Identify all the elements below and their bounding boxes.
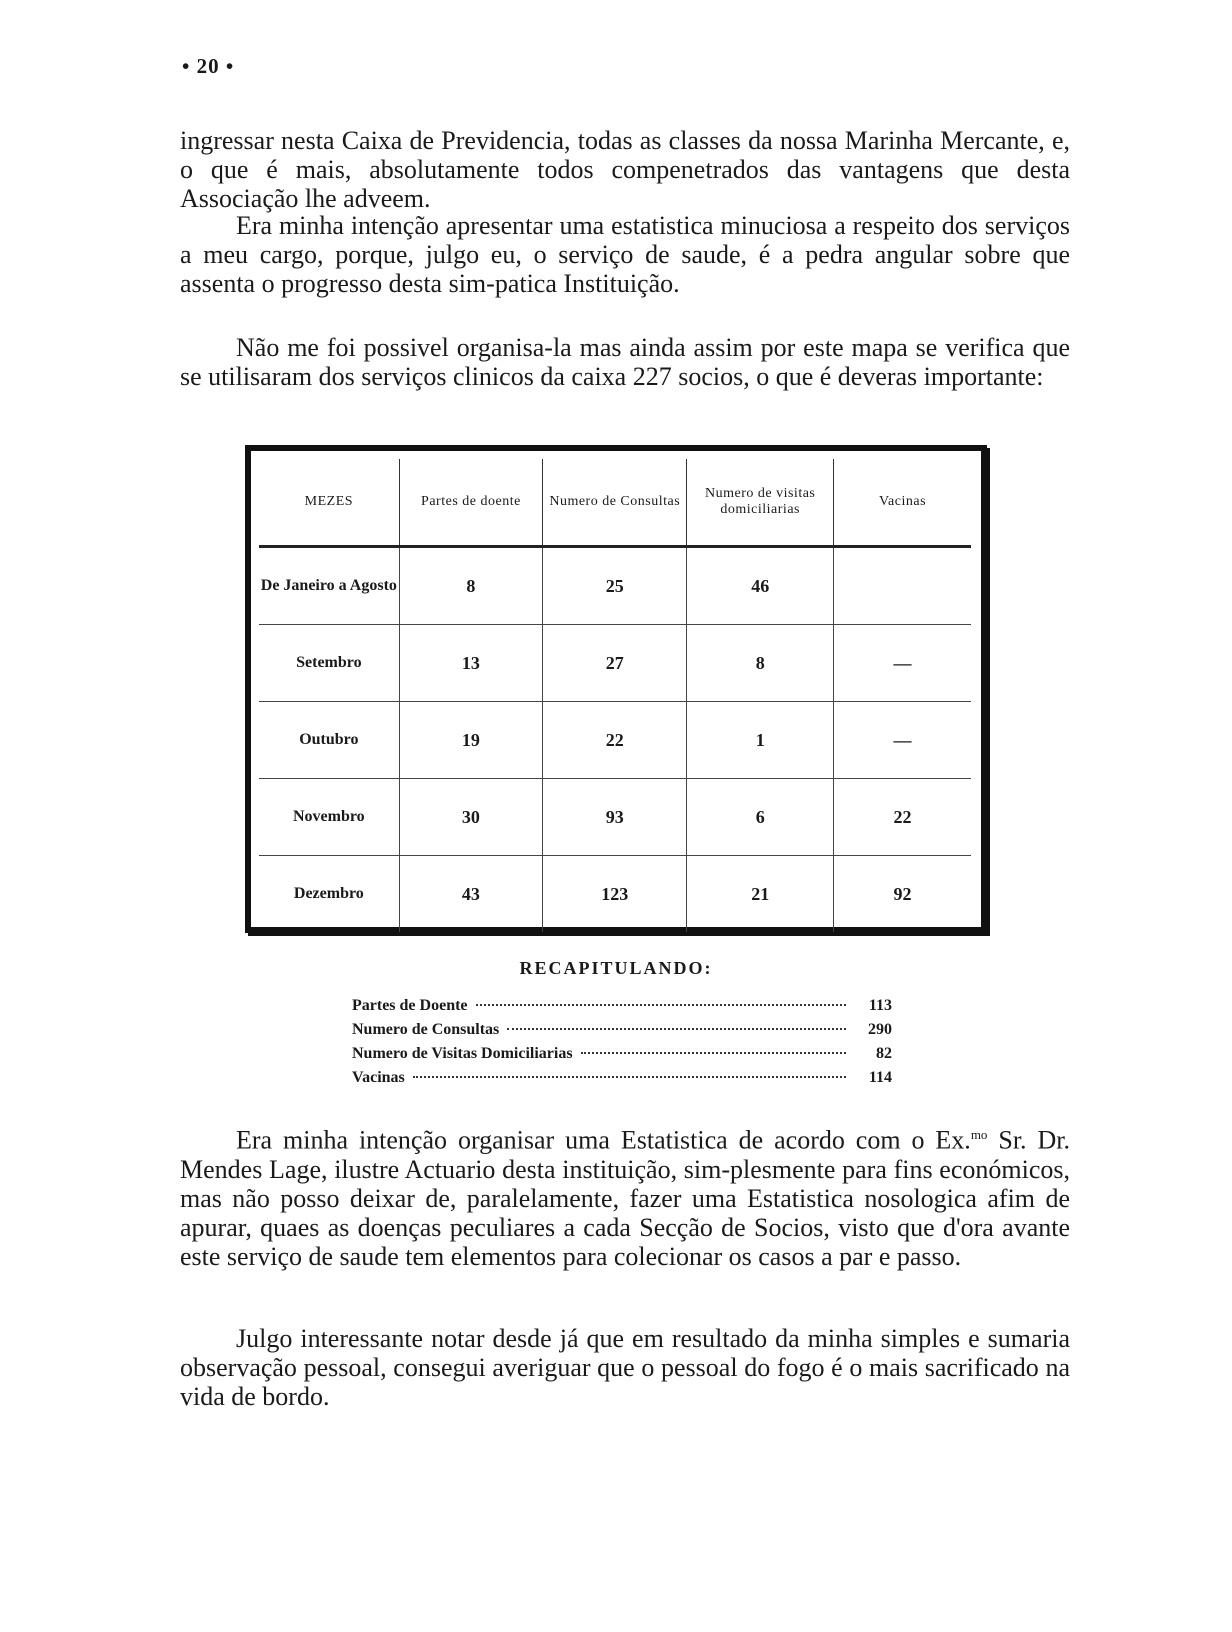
cell-partes: 43 — [399, 856, 542, 933]
cell-vacinas: — — [834, 702, 971, 779]
cell-consultas: 123 — [543, 856, 687, 933]
recap-item — [352, 1066, 892, 1090]
cell-vacinas — [834, 547, 971, 625]
cell-visitas: 21 — [687, 856, 834, 933]
header-vacinas: Vacinas — [834, 459, 971, 547]
cell-visitas: 46 — [687, 547, 834, 625]
table-row — [259, 856, 971, 933]
recap-item-value: 113 — [868, 997, 892, 1014]
recap-item-value: 114 — [868, 1069, 892, 1086]
recap-item-value: 82 — [876, 1045, 892, 1062]
cell-vacinas: 22 — [834, 779, 971, 856]
cell-partes: 13 — [399, 625, 542, 702]
header-partes-de-doente: Partes de doente — [399, 459, 542, 547]
cell-partes: 30 — [399, 779, 542, 856]
table-header-row — [259, 459, 971, 547]
cell-partes: 8 — [399, 547, 542, 625]
cell-month: Setembro — [259, 625, 399, 702]
statistics-table-frame — [245, 445, 987, 933]
recap-title: RECAPITULANDO: — [519, 958, 713, 978]
superscript-mo: mo — [970, 1127, 988, 1142]
dot-leader — [581, 1052, 846, 1054]
dot-leader — [507, 1028, 846, 1030]
recap-item-label: Vacinas — [352, 1069, 405, 1086]
paragraph-1: ingressar nesta Caixa de Previdencia, todas as classes da nossa Marinha Mercante, e, o que é mais, absolutamente todos compenetrados das vantagens que desta Associação lhe adveem. — [180, 126, 1070, 213]
paragraph-2: Era minha intenção apresentar uma estatistica minuciosa a respeito dos serviços a meu cargo, porque, julgo eu, o serviço de saude, é a pedra angular sobre que assenta o progresso desta sim-patica Instituição. — [180, 211, 1070, 298]
cell-visitas: 1 — [687, 702, 834, 779]
recap-item-label: Numero de Consultas — [352, 1021, 500, 1038]
paragraph-5: Julgo interessante notar desde já que em resultado da minha simples e sumaria observação pessoal, consegui averiguar que o pessoal do fogo é o mais sacrificado na vida de bordo. — [180, 1324, 1070, 1411]
table-row — [259, 702, 971, 779]
table-row — [259, 547, 971, 625]
cell-consultas: 25 — [543, 547, 687, 625]
page-number: • 20 • — [182, 54, 235, 78]
recap-item — [352, 994, 892, 1018]
cell-partes: 19 — [399, 702, 542, 779]
paragraph-4-start: Era minha intenção organisar uma Estatistica de acordo com o Ex. — [236, 1125, 971, 1155]
cell-consultas: 22 — [543, 702, 687, 779]
cell-month: Novembro — [259, 779, 399, 856]
statistics-table — [259, 459, 971, 932]
cell-month: De Janeiro a Agosto — [259, 547, 399, 625]
recap-item — [352, 1018, 892, 1042]
recap-list — [352, 994, 892, 1090]
paragraph-3: Não me foi possivel organisa-la mas ainda assim por este mapa se verifica que se utilisaram dos serviços clinicos da caixa 227 socios, o que é deveras importante: — [180, 333, 1070, 391]
cell-month: Outubro — [259, 702, 399, 779]
table-row — [259, 625, 971, 702]
dot-leader — [413, 1076, 846, 1078]
cell-month: Dezembro — [259, 856, 399, 933]
cell-consultas: 93 — [543, 779, 687, 856]
cell-visitas: 6 — [687, 779, 834, 856]
paragraph-4 — [180, 1120, 1070, 1271]
recap-item-label: Partes de Doente — [352, 997, 468, 1014]
table-row — [259, 779, 971, 856]
dot-leader — [476, 1004, 846, 1006]
cell-visitas: 8 — [687, 625, 834, 702]
cell-consultas: 27 — [543, 625, 687, 702]
cell-vacinas: — — [834, 625, 971, 702]
recap-item-value: 290 — [868, 1021, 892, 1038]
header-mezes: MEZES — [259, 459, 399, 547]
recap-item-label: Numero de Visitas Domiciliarias — [352, 1045, 573, 1062]
header-numero-de-visitas: Numero de visitas domiciliarias — [687, 459, 834, 547]
recap-item — [352, 1042, 892, 1066]
header-numero-de-consultas: Numero de Consultas — [543, 459, 687, 547]
paragraph-4-rest: Sr. Dr. Mendes Lage, ilustre Actuario desta instituição, sim-plesmente para fins económicos, mas não posso deixar de, paralelamente, fazer uma Estatistica nosologica afim de apurar, quaes as doenças peculiares a cada Secção de Socios, visto que d'ora avante este serviço de saude tem elementos para colecionar os casos a par e passo. — [180, 1125, 1070, 1271]
cell-vacinas: 92 — [893, 883, 912, 904]
